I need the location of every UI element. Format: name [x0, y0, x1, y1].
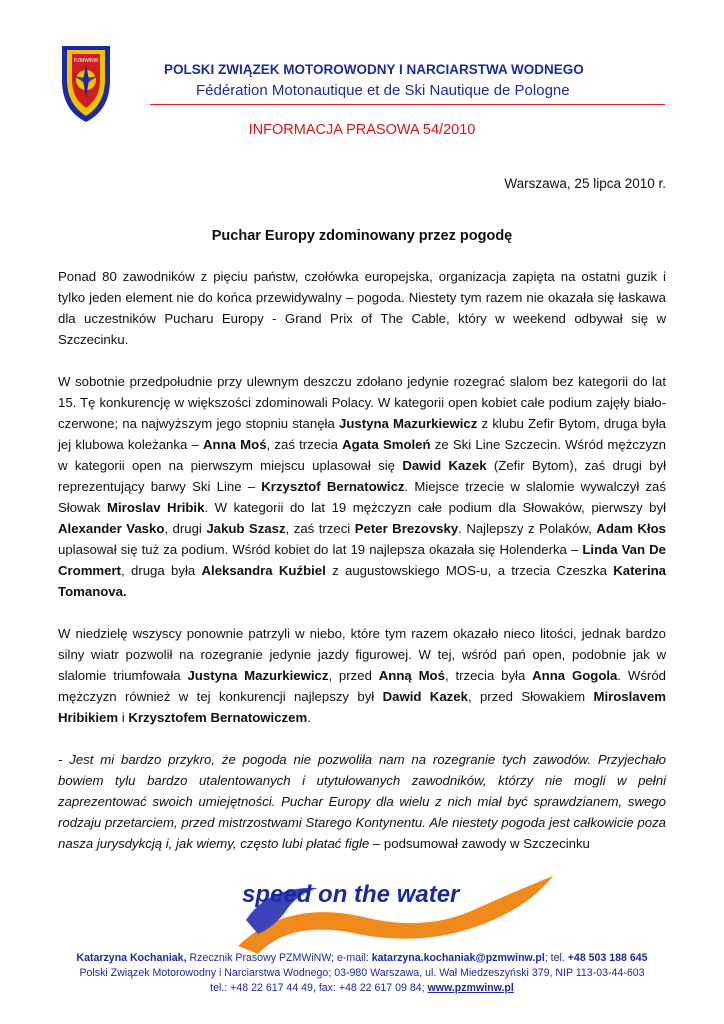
text-run: W sobotnie przedpołudnie przy ulewnym deszczu zdołano jedynie rozegrać slalom bez kategorii do lat 15. Tę konkurencję w większości zdominowali Polacy. W kategorii open kobiet całe podium zajęły biało-czerwone; na najwyższym jego stopniu stanęła: [58, 374, 666, 431]
tel-fax-text: tel.: +48 22 617 44 49, fax: +48 22 617 09 84;: [210, 982, 428, 994]
athlete-name: Alexander Vasko: [58, 521, 165, 536]
athlete-name: Peter Brezovsky: [354, 521, 459, 536]
text-run: z augustowskiego MOS-u, a trzecia Czeszka: [325, 563, 614, 578]
text-run: ze Ski Line Szczecin. Wśród mężczyzn w kategorii open na pierwszym miejscu uplasował się: [58, 437, 666, 473]
website-link[interactable]: www.pzmwinw.pl: [427, 982, 514, 994]
athlete-name: Krzysztof Bernatowicz: [261, 479, 405, 494]
speed-on-the-water-banner: [228, 868, 558, 958]
paragraph-3: [58, 623, 666, 728]
text-run: . W kategorii do lat 19 mężczyzn całe podium dla Słowaków, pierwszy był: [204, 500, 666, 515]
quote-attribution: – podsumował zawody w Szczecinku: [369, 836, 590, 851]
athlete-name: Miroslavem Hribikiem: [58, 689, 667, 725]
athlete-name: Katerina Tomanova.: [58, 563, 667, 599]
text-run: . Miejsce trzecie w slalomie wywalczył zaś Słowak: [58, 479, 666, 515]
press-release-number: INFORMACJA PRASOWA 54/2010: [248, 122, 476, 138]
text-run: i: [118, 710, 129, 725]
logo-lettering: PZMWiNW: [73, 58, 99, 64]
article-body: [58, 266, 666, 875]
footer: [0, 951, 724, 996]
paragraph-1: Ponad 80 zawodników z pięciu państw, czołówka europejska, organizacja zapięta na ostatni guzik i tylko jeden element nie do końca przewidywalny – pogoda. Niestety tym razem nie okazała się łaskawa dla uczestników Pucharu Europy - Grand Prix of The Cable, który w weekend odbywał się w Szczecinku.: [58, 269, 666, 347]
text-run: , przed Słowakiem: [467, 689, 594, 704]
athlete-name: Dawid Kazek: [382, 689, 468, 704]
email-link[interactable]: katarzyna.kochaniak@pzmwinw.pl: [371, 952, 545, 964]
text-run: z klubu Zefir Bytom, druga była jej klubowa koleżanka –: [58, 416, 666, 452]
text-run: , zaś trzeci: [285, 521, 355, 536]
text-run: , drugi: [164, 521, 207, 536]
athlete-name: Linda Van De Crommert: [58, 542, 666, 578]
athlete-name: Jakub Szasz: [206, 521, 286, 536]
document-date: Warszawa, 25 lipca 2010 r.: [504, 176, 666, 191]
athlete-name: Agata Smoleń: [342, 437, 431, 452]
pzmwinw-logo-icon: [58, 40, 114, 124]
athlete-name: Miroslav Hribik: [107, 500, 205, 515]
footer-contact-line: [0, 951, 724, 966]
spokesperson-role: Rzecznik Prasowy PZMWiNW; e-mail:: [186, 952, 372, 964]
text-run: W niedzielę wszyscy ponownie patrzyli w niebo, które tym razem okazało nieco litości, jednak bardzo silny wiatr pozwolił na rozegranie jedynie jazdy figurowej. W tej, wśród pań open, podobnie jak w slalomie triumfowała: [58, 626, 666, 683]
org-name-polish: POLSKI ZWIĄZEK MOTOROWODNY I NARCIARSTWA WODNEGO: [164, 62, 584, 77]
athlete-name: Dawid Kazek: [402, 458, 487, 473]
org-name-french: Fédération Motonautique et de Ski Nautique de Pologne: [196, 82, 570, 99]
athlete-name: Justyna Mazurkiewicz: [187, 668, 329, 683]
footer-phone-line: [0, 981, 724, 996]
athlete-name: Aleksandra Kuźbiel: [201, 563, 326, 578]
text-run: , przed: [328, 668, 379, 683]
paragraph-2: [58, 371, 666, 602]
phone-number: +48 503 188 645: [567, 952, 648, 964]
athlete-name: Anna Gogola: [532, 668, 618, 683]
athlete-name: Anna Moś: [203, 437, 267, 452]
text-run: . Najlepszy z Polaków,: [458, 521, 597, 536]
paragraph-4: [58, 749, 666, 854]
athlete-name: Krzysztofem Bernatowiczem: [128, 710, 308, 725]
athlete-name: Adam Kłos: [596, 521, 666, 536]
text-run: , trzecia była: [444, 668, 533, 683]
athlete-name: Anną Moś: [378, 668, 445, 683]
header-divider: [150, 104, 665, 105]
slogan-text: speed on the water: [242, 881, 460, 908]
text-run: , zaś trzecia: [266, 437, 343, 452]
text-run: uplasował się tuż za podium. Wśród kobiet do lat 19 najlepsza okazała się Holenderka –: [58, 542, 583, 557]
athlete-name: Justyna Mazurkiewicz: [339, 416, 478, 431]
spokesperson-name: Katarzyna Kochaniak,: [76, 952, 187, 964]
text-run: , druga była: [121, 563, 202, 578]
quote-text: - Jest mi bardzo przykro, że pogoda nie pozwoliła nam na rozegranie tych zawodów. Przyjechało bowiem tylu bardzo utalentowanych i utytułowanych zawodników, którzy nie mogli w pełni zaprezentować swoich umiejętności. Puchar Europy dla wielu z nich miał być sprawdzianem, swego rodzaju przetarciem, przed mistrzostwami Starego Kontynentu. Ale niestety pogoda jest całkowicie poza nasza jurysdykcją i, jak wiemy, często lubi płatać figle: [58, 752, 666, 851]
text-run: . Wśród mężczyzn również w tej konkurencji najlepszy był: [58, 668, 666, 704]
article-title: Puchar Europy zdominowany przez pogodę: [211, 228, 513, 244]
tel-label: ; tel.: [544, 952, 568, 964]
text-run: .: [307, 710, 311, 725]
text-run: (Zefir Bytom), zaś drugi był reprezentujący barwy Ski Line –: [58, 458, 666, 494]
footer-address-line: Polski Związek Motorowodny i Narciarstwa Wodnego; 03-980 Warszawa, ul. Wał Miedzeszyński 379, NIP 113-03-44-603: [79, 967, 645, 979]
